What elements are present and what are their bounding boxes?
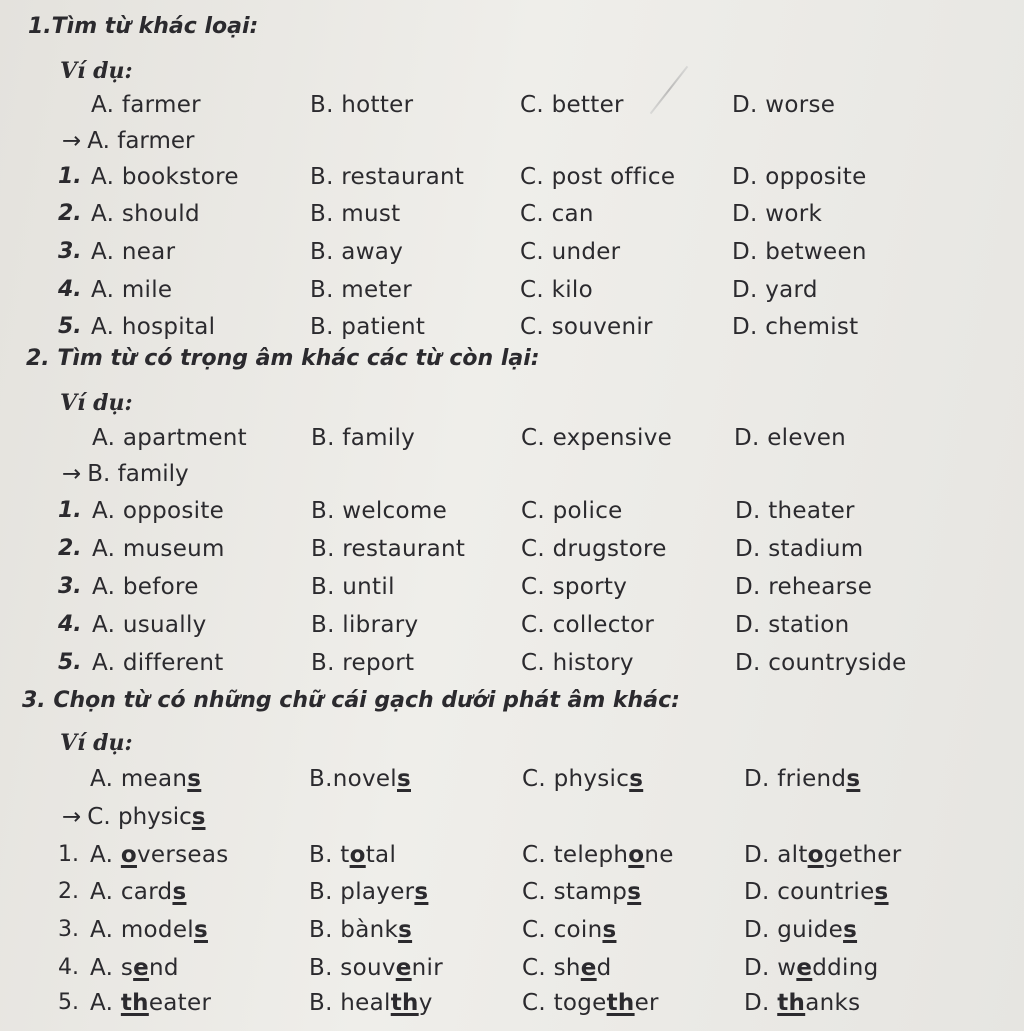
- option-text: C. stamp: [522, 879, 628, 905]
- option-text: gether: [823, 842, 902, 868]
- option-b: [309, 917, 412, 943]
- option-c: C. post office: [520, 164, 676, 190]
- option-text: C. physic: [522, 766, 630, 792]
- underlined-letters: e: [796, 955, 813, 981]
- option-b: B. must: [310, 201, 401, 227]
- option-d: D. stadium: [735, 536, 864, 562]
- option-d: D. between: [732, 239, 867, 265]
- option-c: C. souvenir: [520, 314, 653, 340]
- section1-example-label: Ví dụ:: [60, 58, 133, 84]
- option-text: D. countrie: [744, 879, 875, 905]
- option-text: anks: [805, 990, 861, 1016]
- option-text: B. souv: [309, 955, 396, 981]
- section3-answer: [62, 804, 205, 830]
- option-text: D. friend: [744, 766, 847, 792]
- section2-question-row: [0, 650, 1024, 684]
- option-d: [744, 766, 860, 792]
- answer-text: B. family: [87, 461, 189, 487]
- underlined-letters: s: [846, 766, 861, 792]
- option-d: D. worse: [732, 92, 836, 118]
- question-number: 5.: [58, 650, 82, 675]
- option-text: B. t: [309, 842, 350, 868]
- underlined-letters: s: [398, 917, 413, 943]
- question-number: 3.: [58, 239, 82, 264]
- option-d: D. countryside: [735, 650, 907, 676]
- underlined-letters: th: [120, 990, 149, 1016]
- option-b: B. patient: [310, 314, 426, 340]
- option-text: D. alt: [744, 842, 808, 868]
- option-b: [309, 990, 433, 1016]
- section2-answer: [62, 461, 189, 487]
- option-b: [309, 955, 443, 981]
- option-text: er: [634, 990, 659, 1016]
- underlined-letters: e: [395, 955, 412, 981]
- option-text: A. s: [90, 955, 134, 981]
- option-b: [309, 879, 428, 905]
- question-number: 2.: [58, 536, 82, 561]
- option-d: [744, 879, 889, 905]
- question-number: 5.: [58, 314, 82, 339]
- question-number: 1.: [58, 498, 82, 523]
- section2-question-row: [0, 498, 1024, 532]
- option-text: eater: [148, 990, 212, 1016]
- option-text: B.novel: [309, 766, 397, 792]
- option-text: tal: [365, 842, 397, 868]
- option-b: B. away: [310, 239, 404, 265]
- section3-question-row: [0, 955, 1024, 989]
- option-d: D. yard: [732, 277, 818, 303]
- underlined-letters: s: [397, 766, 411, 792]
- option-a: A. farmer: [91, 92, 201, 118]
- option-text: d: [596, 955, 612, 981]
- section2-title: 2. Tìm từ có trọng âm khác các từ còn lại:: [26, 346, 540, 371]
- option-a: A. hospital: [91, 314, 216, 340]
- section3-answer-row: [0, 804, 1024, 838]
- option-d: D. work: [732, 201, 823, 227]
- option-a: A. before: [92, 574, 199, 600]
- option-a: [90, 990, 211, 1016]
- option-text: A. card: [90, 879, 173, 905]
- section1-answer-row: [0, 128, 1024, 162]
- right-arrow-icon: →: [62, 804, 82, 830]
- option-text: y: [418, 990, 433, 1016]
- option-c: C. collector: [521, 612, 655, 638]
- section3-example-row: [0, 766, 1024, 800]
- underlined-letters: s: [629, 766, 644, 792]
- option-a: A. bookstore: [91, 164, 239, 190]
- underlined-letters: s: [172, 879, 187, 905]
- option-d: [744, 842, 902, 868]
- option-b: B. welcome: [311, 498, 448, 524]
- option-text: A.: [90, 990, 121, 1016]
- option-a: [90, 879, 186, 905]
- option-text: nir: [411, 955, 443, 981]
- option-text: B. bànk: [309, 917, 399, 943]
- option-d: D. chemist: [732, 314, 859, 340]
- option-a: [90, 917, 208, 943]
- section2-answer-row: [0, 461, 1024, 495]
- answer-text: A. farmer: [87, 128, 195, 154]
- question-number: 1.: [58, 842, 79, 867]
- section1-answer: [62, 128, 195, 154]
- underlined-letters: o: [349, 842, 366, 868]
- option-text: verseas: [136, 842, 229, 868]
- option-a: A. should: [91, 201, 200, 227]
- option-d: D. opposite: [732, 164, 867, 190]
- option-c: [522, 917, 616, 943]
- section1-question-row: [0, 239, 1024, 273]
- option-a: A. mile: [91, 277, 173, 303]
- underlined-letters: e: [580, 955, 597, 981]
- option-d: [744, 917, 857, 943]
- option-a: [90, 955, 179, 981]
- right-arrow-icon: →: [62, 461, 82, 487]
- right-arrow-icon: →: [62, 128, 82, 154]
- section3-title: 3. Chọn từ có những chữ cái gạch dưới phát âm khác:: [22, 688, 680, 713]
- option-a: A. near: [91, 239, 176, 265]
- section1-question-row: [0, 277, 1024, 311]
- section3-question-row: [0, 917, 1024, 951]
- question-number: 4.: [58, 277, 82, 302]
- section1-title: 1.Tìm từ khác loại:: [28, 14, 259, 39]
- underlined-letters: s: [414, 879, 429, 905]
- section2-example-row: [0, 425, 1024, 459]
- underlined-letters: s: [627, 879, 642, 905]
- option-b: B. restaurant: [311, 536, 466, 562]
- option-text: A. model: [90, 917, 194, 943]
- section3-example-label: Ví dụ:: [60, 730, 133, 756]
- section1-example-row: [0, 92, 1024, 126]
- section3-question-row: [0, 842, 1024, 876]
- question-number: 4.: [58, 955, 79, 980]
- option-text: nd: [149, 955, 179, 981]
- option-c: C. history: [521, 650, 634, 676]
- underlined-letters: e: [133, 955, 150, 981]
- question-number: 2.: [58, 201, 82, 226]
- option-c: [522, 766, 643, 792]
- section1-question-row: [0, 201, 1024, 235]
- option-a: A. different: [92, 650, 224, 676]
- option-text: C. coin: [522, 917, 603, 943]
- underlined-letters: th: [390, 990, 419, 1016]
- option-d: [744, 990, 860, 1016]
- underlined-letters: th: [606, 990, 635, 1016]
- underlined-letters: o: [628, 842, 645, 868]
- option-b: B. library: [311, 612, 419, 638]
- option-b: B. meter: [310, 277, 412, 303]
- option-text: ne: [644, 842, 674, 868]
- option-b: [309, 766, 411, 792]
- option-d: D. theater: [735, 498, 855, 524]
- underlined-letters: o: [120, 842, 137, 868]
- underlined-letters: o: [807, 842, 824, 868]
- section3-question-row: [0, 879, 1024, 913]
- underlined-letters: s: [874, 879, 889, 905]
- option-text: C. teleph: [522, 842, 629, 868]
- option-text: B. heal: [309, 990, 391, 1016]
- option-c: C. kilo: [520, 277, 593, 303]
- section1-question-row: [0, 164, 1024, 198]
- section2-question-row: [0, 536, 1024, 570]
- option-text: D.: [744, 990, 778, 1016]
- option-a: A. opposite: [92, 498, 225, 524]
- section2-question-row: [0, 612, 1024, 646]
- option-d: D. rehearse: [735, 574, 873, 600]
- option-text: D. guide: [744, 917, 844, 943]
- option-c: C. better: [520, 92, 624, 118]
- option-text: D. w: [744, 955, 797, 981]
- option-b: B. restaurant: [310, 164, 465, 190]
- section1-question-row: [0, 314, 1024, 348]
- option-b: B. hotter: [310, 92, 414, 118]
- option-d: [744, 955, 879, 981]
- question-number: 3.: [58, 574, 82, 599]
- option-c: [522, 879, 641, 905]
- option-c: C. police: [521, 498, 623, 524]
- option-c: [522, 842, 674, 868]
- option-text: dding: [812, 955, 879, 981]
- option-text: A.: [90, 842, 121, 868]
- option-text: C. toge: [522, 990, 607, 1016]
- section2-question-row: [0, 574, 1024, 608]
- option-c: [522, 955, 612, 981]
- option-b: B. until: [311, 574, 395, 600]
- answer-text: C. physic: [87, 804, 192, 830]
- question-number: 3.: [58, 917, 79, 942]
- option-b: B. report: [311, 650, 415, 676]
- question-number: 2.: [58, 879, 79, 904]
- option-c: [522, 990, 659, 1016]
- option-a: [90, 766, 201, 792]
- option-text: A. mean: [90, 766, 188, 792]
- option-b: B. family: [311, 425, 416, 451]
- underlined-letters: s: [602, 917, 617, 943]
- question-number: 4.: [58, 612, 82, 637]
- option-b: [309, 842, 396, 868]
- option-text: B. player: [309, 879, 415, 905]
- question-number: 1.: [58, 164, 82, 189]
- option-a: A. usually: [92, 612, 207, 638]
- option-text: C. sh: [522, 955, 581, 981]
- option-c: C. can: [520, 201, 594, 227]
- option-c: C. sporty: [521, 574, 628, 600]
- underlined-letters: s: [187, 766, 202, 792]
- underlined-letters: s: [193, 917, 208, 943]
- underlined-letters: th: [777, 990, 806, 1016]
- option-c: C. drugstore: [521, 536, 667, 562]
- option-d: D. station: [735, 612, 850, 638]
- section3-question-row: [0, 990, 1024, 1024]
- section2-example-label: Ví dụ:: [60, 390, 133, 416]
- option-c: C. expensive: [521, 425, 673, 451]
- option-c: C. under: [520, 239, 621, 265]
- underlined-letters: s: [843, 917, 858, 943]
- underlined-letters: s: [191, 804, 206, 830]
- option-a: A. apartment: [92, 425, 247, 451]
- option-a: A. museum: [92, 536, 225, 562]
- option-a: [90, 842, 229, 868]
- question-number: 5.: [58, 990, 79, 1015]
- option-d: D. eleven: [734, 425, 847, 451]
